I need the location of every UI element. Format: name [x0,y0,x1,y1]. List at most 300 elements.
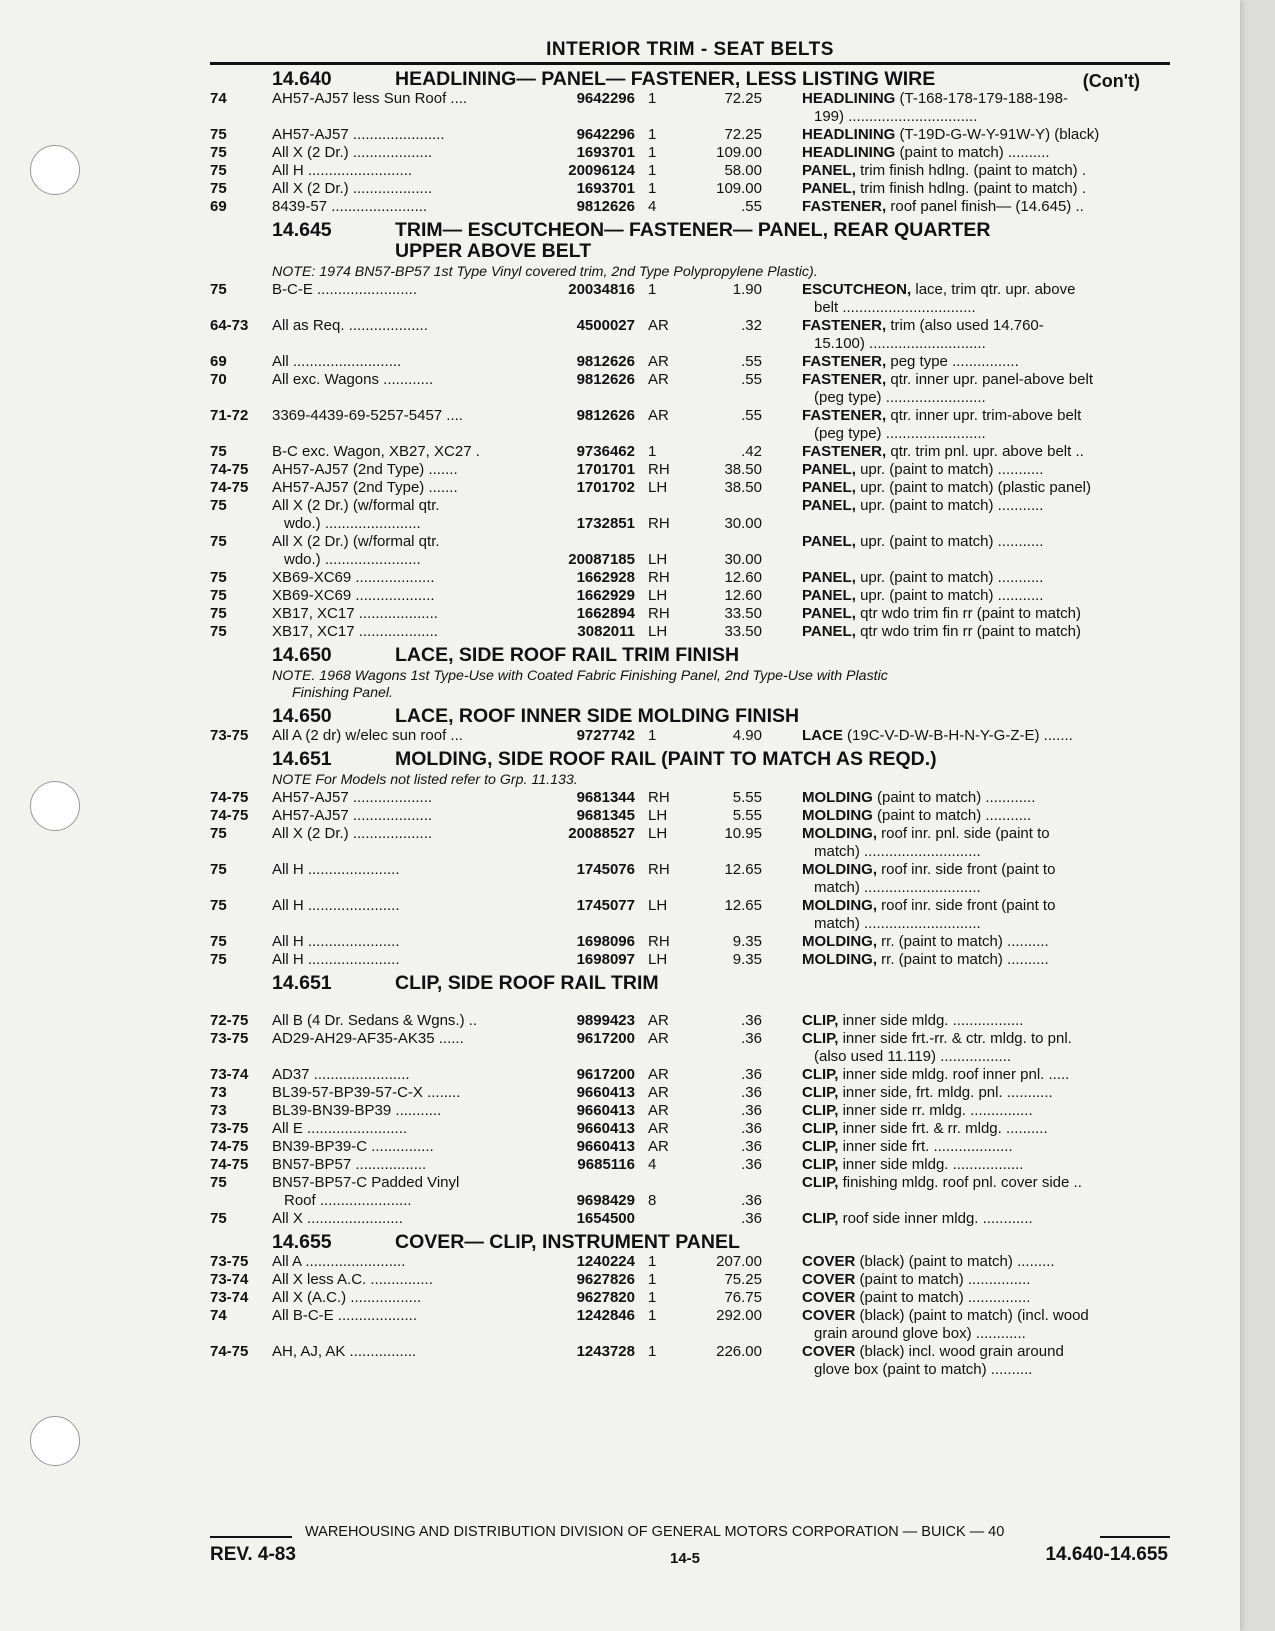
quantity: 1 [648,443,657,460]
part-number: 1654500 [576,1210,635,1227]
model-line: All B-C-E ................... [272,1307,418,1324]
part-row [210,461,1170,479]
part-row [210,317,1170,353]
description-line [802,605,1170,623]
quantity: 1 [648,162,657,179]
description-keyword: PANEL, [802,497,856,514]
quantity: 1 [648,1253,657,1270]
price: 12.65 [724,897,762,914]
part-number: 9812626 [576,198,635,215]
model-year: 73-75 [210,1253,249,1270]
quantity: LH [648,897,668,914]
model-line: XB17, XC17 ................... [272,605,438,622]
quantity: AR [648,407,669,424]
description-detail: finishing mldg. roof pnl. cover side .. [838,1174,1082,1191]
page-footer [210,1524,1170,1570]
model-year: 75 [210,497,227,514]
part-description [802,1084,1170,1102]
model-line: 8439-57 ....................... [272,198,428,215]
model-line: AH57-AJ57 ................... [272,807,433,824]
description-keyword: CLIP, [802,1066,839,1083]
description-detail: (19C-V-D-W-B-H-N-Y-G-Z-E) ....... [842,727,1073,744]
description-line [802,897,1170,915]
part-description [802,198,1170,216]
description-keyword: MOLDING, [802,861,877,878]
description-line [802,180,1170,198]
model-year: 70 [210,371,227,388]
part-description [802,933,1170,951]
model-line: AH57-AJ57 ................... [272,789,433,806]
description-detail: roof inr. side front (paint to [877,897,1056,914]
part-description [802,144,1170,162]
description-line [802,371,1170,389]
part-number: 9685116 [577,1156,635,1173]
description-detail: qtr. inner upr. trim-above belt [886,407,1082,424]
part-row [210,1156,1170,1174]
part-description [802,353,1170,371]
part-row [210,569,1170,587]
description-keyword: LACE [802,727,843,744]
model-year: 73-74 [210,1271,249,1288]
part-row [210,144,1170,162]
description-keyword: FASTENER, [802,407,887,424]
model-line: BN57-BP57 ................. [272,1156,427,1173]
footer-page-number: 14-5 [670,1550,701,1567]
description-detail: inner side frt. ................... [838,1138,1013,1155]
description-line [802,1066,1170,1084]
description-detail: (black) incl. wood grain around [855,1343,1064,1360]
part-number: 20096124 [568,162,635,179]
price: 38.50 [724,461,762,478]
model-line: All A ........................ [272,1253,406,1270]
price: .36 [741,1012,762,1029]
description-line: (peg type) ........................ [814,425,986,442]
part-row [210,807,1170,825]
description-line [802,90,1170,108]
part-number: 1732851 [576,515,635,532]
description-keyword: CLIP, [802,1120,839,1137]
description-keyword: CLIP, [802,1210,839,1227]
section-title: MOLDING, SIDE ROOF RAIL (PAINT TO MATCH AS REQD.) [395,748,937,770]
note-line: NOTE. 1968 Wagons 1st Type-Use with Coated Fabric Finishing Panel, 2nd Type-Use with Plastic [272,668,888,684]
part-description [802,281,1170,317]
description-line [802,1307,1170,1325]
description-keyword: HEADLINING [802,126,896,143]
part-description [802,1271,1170,1289]
description-detail: (black) (paint to match) ......... [855,1253,1055,1270]
description-detail: trim (also used 14.760- [886,317,1044,334]
model-line: All X (A.C.) ................. [272,1289,422,1306]
model-line: All A (2 dr) w/elec sun roof ... [272,727,463,744]
part-number: 9698429 [576,1192,635,1209]
model-year: 74 [210,90,227,107]
description-detail: rr. (paint to match) .......... [877,951,1049,968]
model-year: 75 [210,825,227,842]
model-line: wdo.) ....................... [284,551,421,568]
quantity: 1 [648,1271,657,1288]
price: 226.00 [716,1343,762,1360]
model-year: 74 [210,1307,227,1324]
description-line [802,807,1170,825]
section-title: UPPER ABOVE BELT [395,240,592,262]
price: .55 [741,407,762,424]
section-number: 14.645 [272,219,332,241]
description-keyword: PANEL, [802,180,856,197]
description-line [802,533,1170,551]
description-keyword: CLIP, [802,1174,839,1191]
part-number: 20087185 [568,551,635,568]
part-row [210,1120,1170,1138]
footer-rule-left [210,1536,292,1538]
part-number: 9812626 [576,353,635,370]
price: .36 [741,1138,762,1155]
model-year: 75 [210,623,227,640]
description-line [802,933,1170,951]
price: 30.00 [724,551,762,568]
description-detail: (T-168-178-179-188-198- [895,90,1068,107]
part-row [210,933,1170,951]
part-row [210,1343,1170,1379]
model-line: AH57-AJ57 (2nd Type) ....... [272,479,458,496]
description-detail: rr. (paint to match) .......... [877,933,1049,950]
quantity: 1 [648,1289,657,1306]
description-detail: (T-19D-G-W-Y-91W-Y) (black) [895,126,1100,143]
model-line: All E ........................ [272,1120,408,1137]
description-line [802,1174,1170,1192]
price: .36 [741,1120,762,1137]
part-description [802,1012,1170,1030]
model-year: 74-75 [210,789,249,806]
description-keyword: MOLDING, [802,951,877,968]
part-description [802,1066,1170,1084]
description-keyword: COVER [802,1253,856,1270]
price: 76.75 [724,1289,762,1306]
description-line: 15.100) ............................ [814,335,986,352]
part-number: 9812626 [576,371,635,388]
model-year: 75 [210,144,227,161]
model-year: 69 [210,198,227,215]
description-keyword: FASTENER, [802,443,887,460]
part-description [802,1138,1170,1156]
description-line: match) ............................ [814,915,981,932]
section-number: 14.650 [272,644,332,666]
price: 72.25 [724,126,762,143]
section-heading [210,706,1170,727]
part-description [802,605,1170,623]
part-row [210,623,1170,641]
description-detail: upr. (paint to match) ........... [855,461,1044,478]
description-detail: qtr wdo trim fin rr (paint to match) [855,623,1081,640]
part-description [802,162,1170,180]
part-number: 1242846 [576,1307,635,1324]
model-year: 75 [210,951,227,968]
description-keyword: PANEL, [802,162,856,179]
model-line: XB17, XC17 ................... [272,623,438,640]
part-description [802,587,1170,605]
description-line [802,789,1170,807]
part-number: 1662894 [576,605,635,622]
part-row [210,407,1170,443]
description-line [802,1343,1170,1361]
quantity: LH [648,587,668,604]
model-line: All X less A.C. ............... [272,1271,433,1288]
part-number: 3082011 [577,623,635,640]
part-description [802,443,1170,461]
part-description [802,90,1170,126]
part-description [802,1253,1170,1271]
model-line: AH57-AJ57 (2nd Type) ....... [272,461,458,478]
part-row [210,1210,1170,1228]
model-line: AD37 ....................... [272,1066,410,1083]
model-year: 71-72 [210,407,249,424]
description-keyword: COVER [802,1289,856,1306]
description-line [802,1084,1170,1102]
description-line [802,443,1170,461]
model-year: 73-75 [210,1120,249,1137]
model-line: Roof ...................... [284,1192,412,1209]
description-detail: qtr. trim pnl. upr. above belt .. [886,443,1084,460]
model-year: 75 [210,180,227,197]
price: .32 [741,317,762,334]
price: .36 [741,1102,762,1119]
part-number: 9660413 [576,1102,635,1119]
quantity: AR [648,353,669,370]
description-line: belt ................................ [814,299,976,316]
part-row [210,497,1170,533]
part-row [210,1307,1170,1343]
price: 12.60 [724,587,762,604]
part-description [802,1174,1170,1192]
part-row [210,605,1170,623]
description-keyword: MOLDING, [802,933,877,950]
part-number: 9627820 [576,1289,635,1306]
model-line: 3369-4439-69-5257-5457 .... [272,407,463,424]
model-line: BL39-57-BP39-57-C-X ........ [272,1084,461,1101]
part-number: 9617200 [576,1066,635,1083]
description-detail: inner side rr. mldg. ............... [838,1102,1033,1119]
part-row [210,587,1170,605]
section-number: 14.650 [272,705,332,727]
description-keyword: MOLDING [802,807,873,824]
description-detail: qtr wdo trim fin rr (paint to match) [855,605,1081,622]
model-line: All X (2 Dr.) ................... [272,144,433,161]
price: .36 [741,1156,762,1173]
part-number: 1701701 [576,461,635,478]
part-row [210,1138,1170,1156]
model-year: 74-75 [210,1138,249,1155]
part-description [802,533,1170,551]
quantity: AR [648,1066,669,1083]
description-detail: (paint to match) ............... [855,1289,1031,1306]
description-line [802,497,1170,515]
model-year: 73-75 [210,1030,249,1047]
description-keyword: MOLDING [802,789,873,806]
part-number: 1693701 [576,144,635,161]
description-keyword: COVER [802,1271,856,1288]
quantity: RH [648,789,670,806]
model-line: All B (4 Dr. Sedans & Wgns.) .. [272,1012,478,1029]
description-detail: upr. (paint to match) ........... [855,569,1044,586]
model-year: 75 [210,1210,227,1227]
description-detail: inner side frt. & rr. mldg. .......... [838,1120,1048,1137]
description-line [802,126,1170,144]
model-year: 74-75 [210,1156,249,1173]
description-line: glove box (paint to match) .......... [814,1361,1033,1378]
quantity: LH [648,807,668,824]
description-keyword: PANEL, [802,587,856,604]
description-detail: lace, trim qtr. upr. above [911,281,1076,298]
part-description [802,180,1170,198]
model-line: All H ...................... [272,933,400,950]
price: 33.50 [724,605,762,622]
quantity: RH [648,515,670,532]
part-row [210,198,1170,216]
section-heading [210,973,1170,994]
description-keyword: CLIP, [802,1156,839,1173]
description-keyword: COVER [802,1343,856,1360]
section-title: HEADLINING— PANEL— FASTENER, LESS LISTING WIRE [395,68,936,90]
model-line: XB69-XC69 ................... [272,569,435,586]
part-number: 9681345 [576,807,635,824]
description-detail: (black) (paint to match) (incl. wood [855,1307,1089,1324]
model-line: All as Req. ................... [272,317,428,334]
part-number: 1243728 [576,1343,635,1360]
model-line: AH, AJ, AK ................ [272,1343,417,1360]
quantity: 1 [648,1307,657,1324]
part-row [210,1012,1170,1030]
part-number: 9642296 [576,126,635,143]
section-title: LACE, SIDE ROOF RAIL TRIM FINISH [395,644,740,666]
description-line [802,1156,1170,1174]
model-year: 75 [210,933,227,950]
model-year: 75 [210,126,227,143]
footer-publisher: WAREHOUSING AND DISTRIBUTION DIVISION OF GENERAL MOTORS CORPORATION — BUICK — 40 [305,1524,1005,1540]
footer-group-range: 14.640-14.655 [1045,1544,1168,1565]
part-number: 9727742 [576,727,635,744]
quantity: 1 [648,281,657,298]
part-description [802,1102,1170,1120]
description-line: match) ............................ [814,843,981,860]
model-line: wdo.) ....................... [284,515,421,532]
quantity: 4 [648,198,657,215]
model-year: 73-74 [210,1289,249,1306]
description-keyword: MOLDING, [802,897,877,914]
quantity: AR [648,371,669,388]
part-row [210,353,1170,371]
part-description [802,1030,1170,1066]
part-description [802,371,1170,407]
section-heading [210,749,1170,770]
part-row [210,897,1170,933]
footer-revision: REV. 4-83 [210,1544,296,1565]
description-detail: qtr. inner upr. panel-above belt [886,371,1093,388]
continued-marker: (Con't) [1082,71,1140,91]
description-line [802,825,1170,843]
binder-hole [30,145,80,195]
description-keyword: CLIP, [802,1084,839,1101]
description-line [802,1253,1170,1271]
model-year: 74-75 [210,807,249,824]
section-number: 14.640 [272,68,332,90]
description-line [802,317,1170,335]
part-number: 4500027 [576,317,635,334]
model-year: 72-75 [210,1012,249,1029]
model-line: All H ...................... [272,861,400,878]
model-line: AH57-AJ57 ...................... [272,126,445,143]
part-number: 1698096 [576,933,635,950]
description-detail: roof panel finish— (14.645) .. [886,198,1084,215]
description-detail: inner side frt.-rr. & ctr. mldg. to pnl. [838,1030,1072,1047]
price: 12.60 [724,569,762,586]
model-year: 75 [210,897,227,914]
model-year: 73-75 [210,727,249,744]
price: .36 [741,1030,762,1047]
description-line [802,1289,1170,1307]
footer-rule-right [1100,1536,1170,1538]
note-line: NOTE For Models not listed refer to Grp. 11.133. [272,772,578,788]
model-line: All X (2 Dr.) ................... [272,180,433,197]
model-year: 64-73 [210,317,249,334]
quantity: LH [648,479,668,496]
price: .36 [741,1084,762,1101]
part-row [210,533,1170,569]
part-description [802,461,1170,479]
part-row [210,126,1170,144]
part-description [802,861,1170,897]
description-keyword: FASTENER, [802,353,887,370]
model-year: 74-75 [210,479,249,496]
note-line: NOTE: 1974 BN57-BP57 1st Type Vinyl covered trim, 2nd Type Polypropylene Plastic). [272,264,818,280]
price: 58.00 [724,162,762,179]
part-description [802,825,1170,861]
description-line [802,587,1170,605]
description-line [802,281,1170,299]
description-keyword: PANEL, [802,461,856,478]
quantity: AR [648,1012,669,1029]
description-detail: upr. (paint to match) ........... [855,497,1044,514]
description-detail: (paint to match) ............ [872,789,1036,806]
description-detail: (paint to match) ........... [872,807,1032,824]
section-title: LACE, ROOF INNER SIDE MOLDING FINISH [395,705,800,727]
price: .36 [741,1192,762,1209]
title-rule [210,62,1170,65]
description-detail: (paint to match) .......... [895,144,1050,161]
description-line [802,1102,1170,1120]
part-row [210,90,1170,126]
quantity: 1 [648,126,657,143]
part-number: 9812626 [576,407,635,424]
quantity: AR [648,1120,669,1137]
description-line [802,1210,1170,1228]
part-number: 1745076 [576,861,635,878]
part-number: 1701702 [576,479,635,496]
part-number: 9681344 [576,789,635,806]
model-line: BN39-BP39-C ............... [272,1138,434,1155]
description-keyword: PANEL, [802,623,856,640]
part-number: 9627826 [576,1271,635,1288]
section-note [210,264,1170,281]
part-description [802,479,1170,497]
part-row [210,281,1170,317]
model-line: All H ...................... [272,897,400,914]
section-number: 14.651 [272,972,332,994]
quantity: 1 [648,1343,657,1360]
description-line [802,144,1170,162]
description-keyword: HEADLINING [802,144,896,161]
section-heading [210,220,1170,262]
price: .36 [741,1210,762,1227]
part-number: 9660413 [576,1138,635,1155]
